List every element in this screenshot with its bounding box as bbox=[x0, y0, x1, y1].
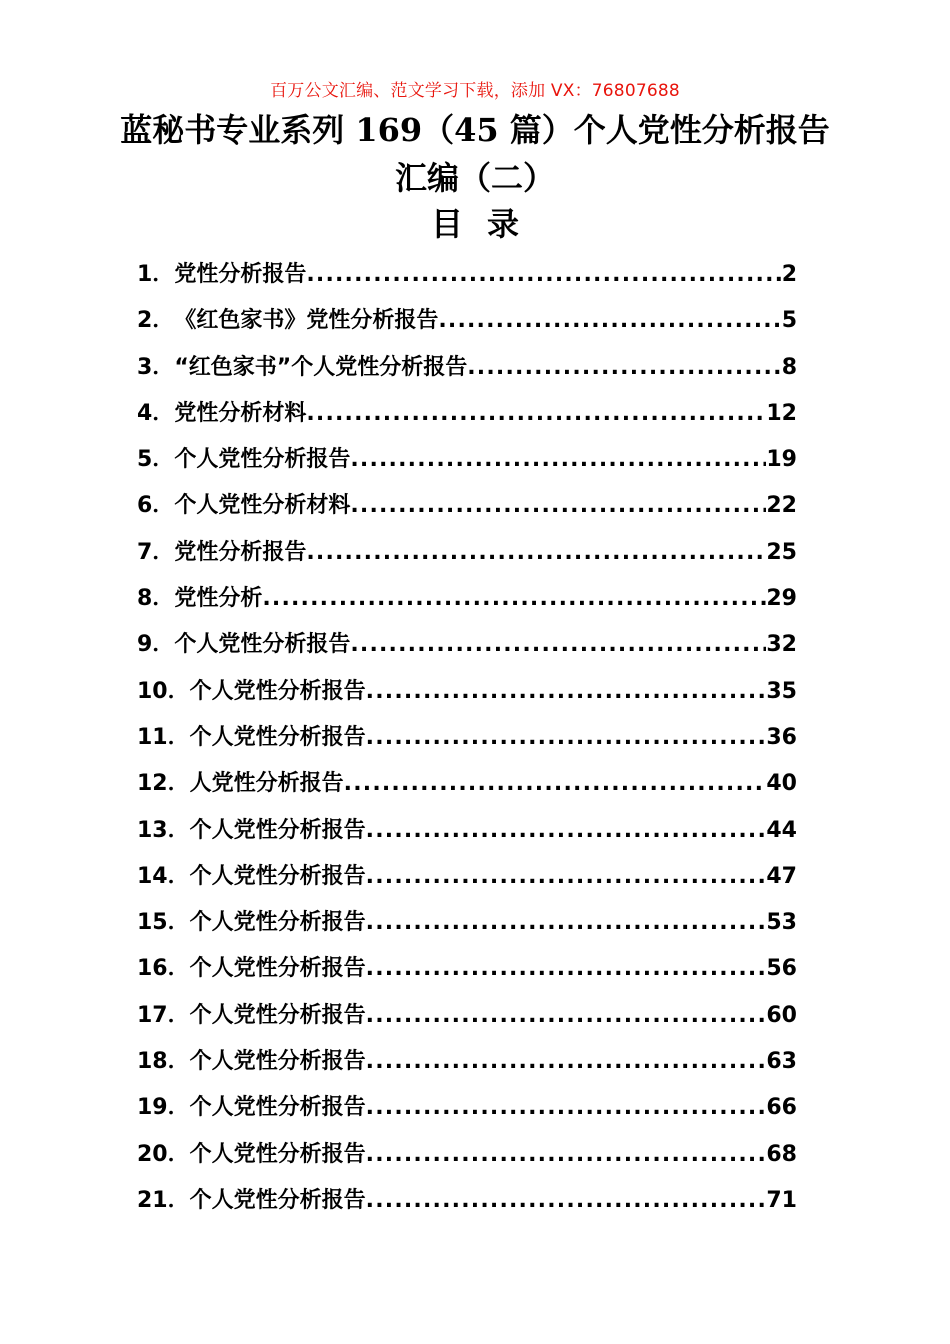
toc-entry-number: 14． bbox=[137, 863, 190, 889]
toc-entry-page-number: 36 bbox=[766, 724, 797, 750]
toc-entry-page-number: 66 bbox=[766, 1095, 797, 1121]
toc-entry-page-number: 47 bbox=[766, 863, 797, 889]
toc-entry-number: 13． bbox=[137, 817, 190, 843]
toc-entry-page-number: 19 bbox=[766, 447, 797, 473]
toc-entry-number: 9． bbox=[137, 632, 175, 658]
toc-entry[interactable] bbox=[137, 440, 797, 486]
toc-entry-title: 个人党性分析报告 bbox=[189, 678, 366, 704]
toc-dot-leader bbox=[350, 440, 766, 480]
toc-entry-page-number: 40 bbox=[766, 771, 797, 797]
document-title-line1: 蓝秘书专业系列 169（45 篇）个人党性分析报告 bbox=[120, 111, 830, 149]
toc-entry[interactable] bbox=[137, 486, 797, 532]
table-of-contents bbox=[137, 255, 797, 1227]
toc-entry-number: 2． bbox=[137, 308, 175, 334]
toc-entry-number: 8． bbox=[137, 586, 175, 612]
toc-entry-number: 6． bbox=[137, 493, 175, 519]
toc-dot-leader bbox=[366, 1042, 767, 1082]
toc-entry-page-number: 8 bbox=[781, 354, 797, 380]
toc-entry-page-number: 63 bbox=[766, 1049, 797, 1075]
toc-entry[interactable] bbox=[137, 579, 797, 625]
toc-entry-title: 个人党性分析报告 bbox=[189, 724, 366, 750]
toc-entry[interactable] bbox=[137, 255, 797, 301]
toc-dot-leader bbox=[366, 903, 767, 943]
toc-entry-page-number: 71 bbox=[766, 1187, 797, 1213]
toc-entry-number: 16． bbox=[137, 956, 190, 982]
toc-entry-number: 7． bbox=[137, 539, 175, 565]
toc-entry[interactable] bbox=[137, 625, 797, 671]
toc-entry[interactable] bbox=[137, 718, 797, 764]
toc-dot-leader bbox=[366, 1135, 767, 1175]
toc-entry-title: 个人党性分析报告 bbox=[189, 1095, 366, 1121]
toc-dot-leader bbox=[344, 764, 767, 804]
toc-entry-number: 5． bbox=[137, 447, 175, 473]
toc-entry[interactable] bbox=[137, 533, 797, 579]
toc-entry-number: 15． bbox=[137, 910, 190, 936]
toc-entry[interactable] bbox=[137, 1042, 797, 1088]
toc-entry-title: 个人党性分析报告 bbox=[189, 1002, 366, 1028]
toc-entry-number: 1． bbox=[137, 262, 175, 287]
toc-entry-title: 个人党性分析报告 bbox=[189, 1187, 366, 1213]
toc-entry-title: 个人党性分析报告 bbox=[189, 1141, 366, 1167]
toc-entry[interactable] bbox=[137, 1135, 797, 1181]
toc-heading: 目录 bbox=[430, 205, 543, 243]
toc-entry-page-number: 22 bbox=[766, 493, 797, 519]
toc-entry[interactable] bbox=[137, 949, 797, 995]
toc-dot-leader bbox=[306, 255, 781, 295]
toc-entry-number: 3． bbox=[137, 354, 175, 380]
toc-entry-title: 个人党性分析报告 bbox=[189, 817, 366, 843]
toc-entry-number: 10． bbox=[137, 678, 190, 704]
toc-entry-title: 个人党性分析报告 bbox=[189, 910, 366, 936]
toc-entry-page-number: 29 bbox=[766, 586, 797, 612]
toc-entry-page-number: 53 bbox=[766, 910, 797, 936]
toc-entry-number: 4． bbox=[137, 400, 175, 426]
toc-dot-leader bbox=[262, 579, 766, 619]
toc-dot-leader bbox=[467, 348, 781, 388]
toc-entry-page-number: 56 bbox=[766, 956, 797, 982]
toc-entry-title: 党性分析材料 bbox=[174, 400, 307, 426]
toc-dot-leader bbox=[350, 625, 766, 665]
toc-entry-page-number: 5 bbox=[781, 308, 797, 334]
toc-entry-number: 12． bbox=[137, 771, 190, 797]
toc-dot-leader bbox=[366, 857, 767, 897]
toc-entry-title: 党性分析报告 bbox=[174, 539, 307, 565]
toc-entry-title: 个人党性分析材料 bbox=[174, 493, 351, 519]
toc-entry-number: 19． bbox=[137, 1095, 190, 1121]
toc-entry[interactable] bbox=[137, 857, 797, 903]
toc-entry-title: 个人党性分析报告 bbox=[189, 863, 366, 889]
toc-entry-title: 个人党性分析报告 bbox=[174, 632, 351, 658]
toc-entry[interactable] bbox=[137, 811, 797, 857]
toc-entry-title: 人党性分析报告 bbox=[189, 771, 344, 797]
toc-dot-leader bbox=[366, 1181, 767, 1221]
toc-entry-page-number: 35 bbox=[766, 678, 797, 704]
toc-dot-leader bbox=[366, 996, 767, 1036]
toc-entry[interactable] bbox=[137, 1181, 797, 1227]
toc-entry-title: 个人党性分析报告 bbox=[174, 447, 351, 473]
toc-dot-leader bbox=[350, 486, 766, 526]
toc-entry[interactable] bbox=[137, 394, 797, 440]
toc-entry-number: 17． bbox=[137, 1002, 190, 1028]
toc-dot-leader bbox=[306, 394, 766, 434]
toc-entry-number: 20． bbox=[137, 1141, 190, 1167]
toc-dot-leader bbox=[366, 718, 767, 758]
toc-dot-leader bbox=[438, 301, 781, 341]
toc-entry-title: 党性分析 bbox=[174, 586, 263, 612]
toc-entry[interactable] bbox=[137, 996, 797, 1042]
toc-entry-title: 个人党性分析报告 bbox=[189, 1049, 366, 1075]
toc-dot-leader bbox=[306, 533, 766, 573]
toc-entry[interactable] bbox=[137, 903, 797, 949]
document-title-line2: 汇编（二） bbox=[394, 159, 555, 197]
promo-header-note: 百万公文汇编、范文学习下载，添加 VX：76807688 bbox=[270, 81, 680, 101]
toc-dot-leader bbox=[366, 672, 767, 712]
toc-entry[interactable] bbox=[137, 672, 797, 718]
toc-entry-page-number: 2 bbox=[781, 262, 797, 287]
toc-dot-leader bbox=[366, 1088, 767, 1128]
toc-entry[interactable] bbox=[137, 301, 797, 347]
toc-entry-page-number: 44 bbox=[766, 817, 797, 843]
toc-entry-title: 党性分析报告 bbox=[174, 262, 307, 287]
toc-entry-page-number: 25 bbox=[766, 539, 797, 565]
toc-entry-page-number: 32 bbox=[766, 632, 797, 658]
toc-entry[interactable] bbox=[137, 348, 797, 394]
toc-entry-title: 个人党性分析报告 bbox=[189, 956, 366, 982]
toc-entry[interactable] bbox=[137, 764, 797, 810]
toc-entry-page-number: 12 bbox=[766, 400, 797, 426]
toc-entry-title: “红色家书”个人党性分析报告 bbox=[174, 354, 468, 380]
toc-entry[interactable] bbox=[137, 1088, 797, 1134]
toc-dot-leader bbox=[366, 811, 767, 851]
toc-entry-page-number: 68 bbox=[766, 1141, 797, 1167]
toc-entry-number: 21． bbox=[137, 1187, 190, 1213]
toc-entry-title: 《红色家书》党性分析报告 bbox=[174, 308, 439, 334]
toc-entry-number: 11． bbox=[137, 724, 190, 750]
toc-dot-leader bbox=[366, 949, 767, 989]
toc-entry-page-number: 60 bbox=[766, 1002, 797, 1028]
toc-entry-number: 18． bbox=[137, 1049, 190, 1075]
